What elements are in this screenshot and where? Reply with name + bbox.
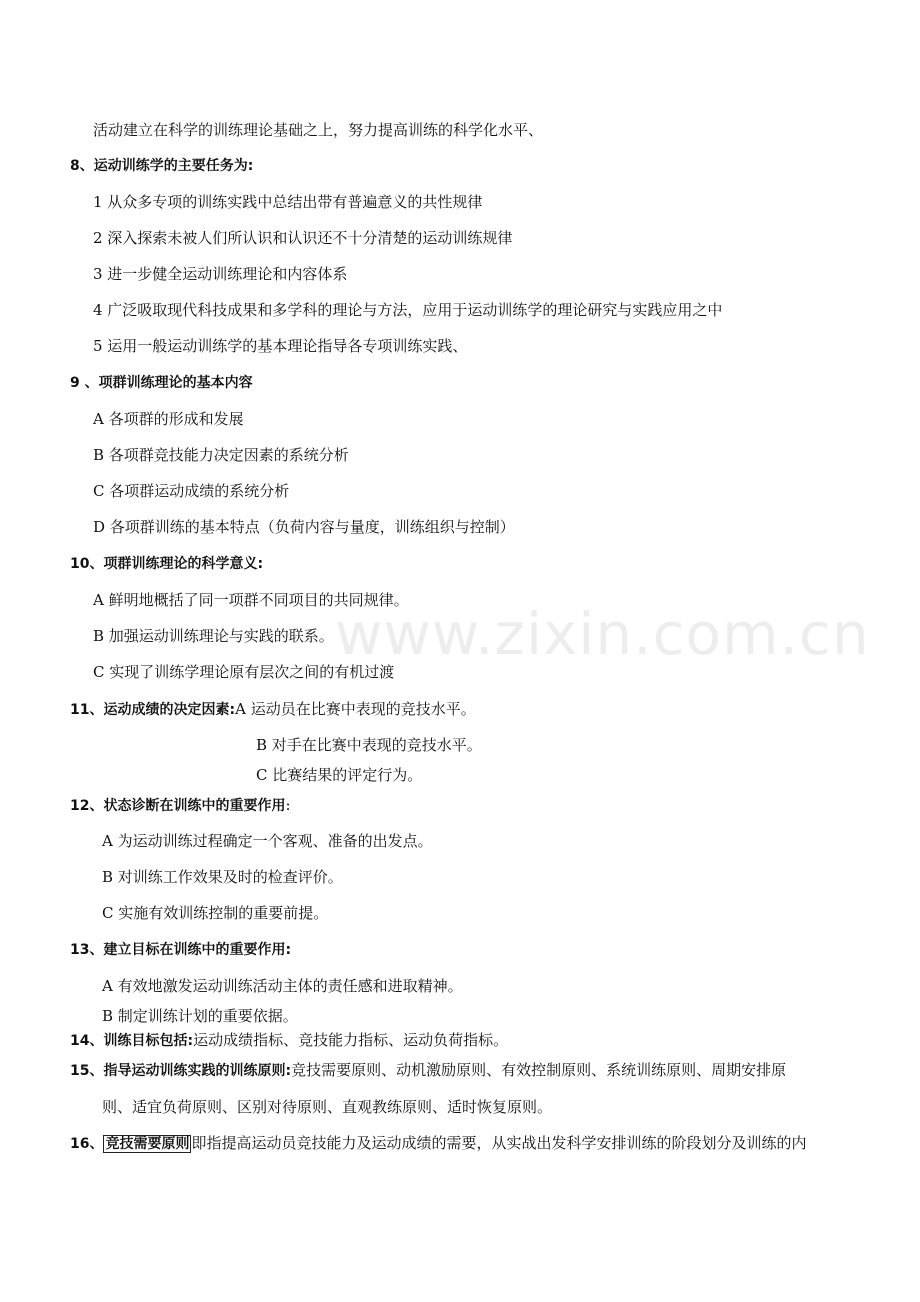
item-14-text: 运动成绩指标、竞技能力指标、运动负荷指标。 [193, 1031, 509, 1049]
item-12 [70, 795, 291, 816]
heading-15: 15、指导运动训练实践的训练原则: [70, 1063, 292, 1079]
list-item: 3 进一步健全运动训练理论和内容体系 [93, 265, 348, 283]
watermark: www.zixin.com.cn [335, 600, 870, 668]
list-item: A 鲜明地概括了同一项群不同项目的共同规律。 [93, 591, 409, 609]
heading-16-boxed-term: 竞技需要原则 [105, 1136, 190, 1152]
list-item: B 对训练工作效果及时的检查评价。 [102, 868, 343, 886]
heading-16-number: 16、 [70, 1136, 104, 1152]
list-item: 5 运用一般运动训练学的基本理论指导各专项训练实践、 [93, 337, 468, 355]
heading-12: 12、状态诊断在训练中的重要作用 [70, 798, 286, 814]
list-item: C 比赛结果的评定行为。 [256, 766, 423, 784]
item-15-text: 竞技需要原则、动机激励原则、有效控制原则、系统训练原则、周期安排原 [291, 1061, 787, 1079]
list-item: B 制定训练计划的重要依据。 [102, 1007, 298, 1025]
item-14 [70, 1030, 508, 1051]
list-item: D 各项群训练的基本特点（负荷内容与量度，训练组织与控制） [93, 518, 515, 536]
list-item: A 为运动训练过程确定一个客观、准备的出发点。 [102, 832, 433, 850]
list-item: 2 深入探索未被人们所认识和认识还不十分清楚的运动训练规律 [93, 229, 513, 247]
list-item: B 各项群竞技能力决定因素的系统分析 [93, 446, 349, 464]
list-item: A 有效地激发运动训练活动主体的责任感和进取精神。 [102, 977, 463, 995]
heading-9: 9 、项群训练理论的基本内容 [70, 375, 253, 391]
list-item: A 各项群的形成和发展 [93, 410, 244, 428]
text-line: 活动建立在科学的训练理论基础之上，努力提高训练的科学化水平、 [93, 121, 544, 139]
heading-10: 10、项群训练理论的科学意义: [70, 556, 264, 572]
item-16 [70, 1133, 807, 1154]
heading-13: 13、建立目标在训练中的重要作用: [70, 942, 292, 958]
list-item: A 运动员在比赛中表现的竞技水平。 [235, 700, 476, 718]
list-item: 1 从众多专项的训练实践中总结出带有普遍意义的共性规律 [93, 193, 483, 211]
heading-11: 11、运动成绩的决定因素: [70, 702, 236, 718]
list-item: B 加强运动训练理论与实践的联系。 [93, 627, 334, 645]
list-item: C 各项群运动成绩的系统分析 [93, 482, 290, 500]
list-item: C 实施有效训练控制的重要前提。 [102, 904, 329, 922]
list-item: 4 广泛吸取现代科技成果和多学科的理论与方法，应用于运动训练学的理论研究与实践应用之中 [93, 301, 723, 319]
item-16-text: 即指提高运动员竞技能力及运动成绩的需要，从实战出发科学安排训练的阶段划分及训练的内 [191, 1134, 807, 1152]
heading-8: 8、运动训练学的主要任务为: [70, 158, 254, 174]
item-15-continuation: 则、适宜负荷原则、区别对待原则、直观教练原则、适时恢复原则。 [102, 1098, 553, 1116]
item-15 [70, 1060, 786, 1081]
item-11 [70, 699, 476, 720]
list-item: B 对手在比赛中表现的竞技水平。 [256, 736, 482, 754]
heading-12-colon: : [285, 796, 291, 814]
heading-14: 14、训练目标包括: [70, 1033, 194, 1049]
list-item: C 实现了训练学理论原有层次之间的有机过渡 [93, 663, 395, 681]
